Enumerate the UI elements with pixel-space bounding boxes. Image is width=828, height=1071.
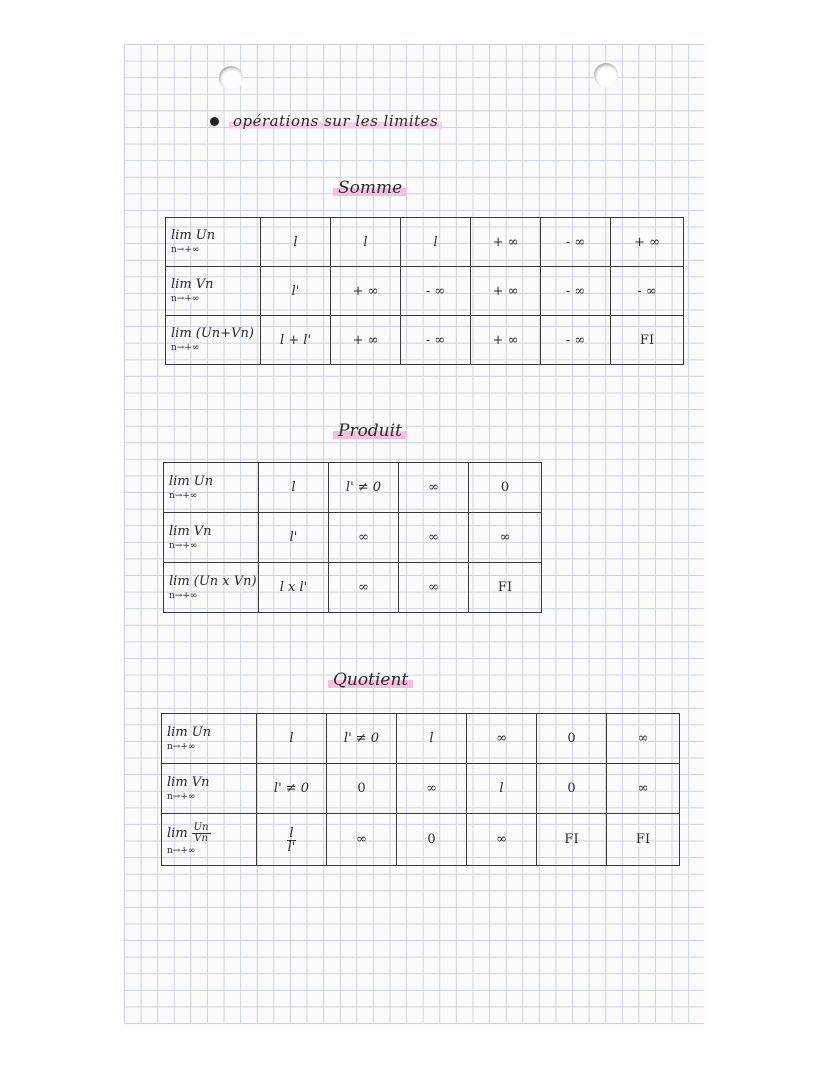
somme-title: Somme [333, 178, 407, 198]
produit-title: Produit [333, 421, 407, 441]
table-cell: l' ≠ 0 [257, 764, 327, 814]
table-cell: ∞ [469, 513, 542, 563]
table-cell: - ∞ [401, 316, 471, 365]
row-label: lim Un n→+∞ [162, 714, 257, 764]
bullet-icon [210, 117, 219, 126]
table-cell: + ∞ [471, 218, 541, 267]
heading-text: opérations sur les limites [229, 112, 442, 130]
table-row [166, 316, 684, 365]
table-cell: l' [261, 267, 331, 316]
table-cell: + ∞ [471, 267, 541, 316]
table-cell: - ∞ [541, 316, 611, 365]
table-cell: l x l' [259, 563, 329, 613]
table-cell: l [467, 764, 537, 814]
table-cell: ∞ [467, 814, 537, 866]
table-row [162, 714, 680, 764]
table-row [162, 764, 680, 814]
row-label: lim Un n→+∞ [164, 463, 259, 513]
row-label: lim $\frac{Un}{Vn}$ n→+∞ [162, 814, 257, 866]
table-cell: l [257, 714, 327, 764]
table-cell: l [397, 714, 467, 764]
table-row [164, 563, 542, 613]
produit-table [163, 462, 542, 613]
table-cell: l' [259, 513, 329, 563]
table-cell: l + l' [261, 316, 331, 365]
fraction: $\frac{l}{l'}$ [287, 825, 296, 855]
table-cell: 0 [537, 764, 607, 814]
table-cell: l' ≠ 0 [327, 714, 397, 764]
row-label: lim Vn n→+∞ [164, 513, 259, 563]
table-cell: 0 [469, 463, 542, 513]
table-row [164, 513, 542, 563]
table-cell: ∞ [607, 714, 680, 764]
punch-hole-left [219, 66, 243, 90]
table-cell: ∞ [399, 563, 469, 613]
table-cell: l [401, 218, 471, 267]
table-cell: + ∞ [611, 218, 684, 267]
table-cell: ∞ [607, 764, 680, 814]
row-label: lim (Un+Vn) n→+∞ [166, 316, 261, 365]
table-cell: FI [611, 316, 684, 365]
table-cell: FI [607, 814, 680, 866]
table-cell: - ∞ [401, 267, 471, 316]
table-cell: ∞ [399, 513, 469, 563]
table-cell [257, 814, 327, 866]
table-cell: + ∞ [471, 316, 541, 365]
table-cell: - ∞ [611, 267, 684, 316]
table-row [166, 267, 684, 316]
table-cell: l [261, 218, 331, 267]
table-cell: ∞ [329, 513, 399, 563]
fraction: $\frac{Un}{Vn}$ [193, 822, 209, 844]
table-cell: l [331, 218, 401, 267]
row-label: lim (Un x Vn) n→+∞ [164, 563, 259, 613]
table-cell: 0 [537, 714, 607, 764]
table-cell: + ∞ [331, 267, 401, 316]
table-cell: l' ≠ 0 [329, 463, 399, 513]
table-row [164, 463, 542, 513]
table-cell: ∞ [399, 463, 469, 513]
table-cell: ∞ [397, 764, 467, 814]
table-cell: FI [469, 563, 542, 613]
table-cell: FI [537, 814, 607, 866]
table-cell: ∞ [327, 814, 397, 866]
table-cell: ∞ [329, 563, 399, 613]
table-cell: ∞ [467, 714, 537, 764]
punch-hole-right [594, 63, 618, 87]
section-heading [210, 112, 442, 130]
table-row [166, 218, 684, 267]
table-cell: 0 [397, 814, 467, 866]
quotient-title: Quotient [328, 670, 413, 690]
somme-table [165, 217, 684, 365]
table-cell: l [259, 463, 329, 513]
table-cell: - ∞ [541, 218, 611, 267]
table-cell: 0 [327, 764, 397, 814]
table-row [162, 814, 680, 866]
row-label: lim Vn n→+∞ [162, 764, 257, 814]
table-cell: + ∞ [331, 316, 401, 365]
quotient-table [161, 713, 680, 866]
row-label: lim Un n→+∞ [166, 218, 261, 267]
table-cell: - ∞ [541, 267, 611, 316]
row-label: lim Vn n→+∞ [166, 267, 261, 316]
